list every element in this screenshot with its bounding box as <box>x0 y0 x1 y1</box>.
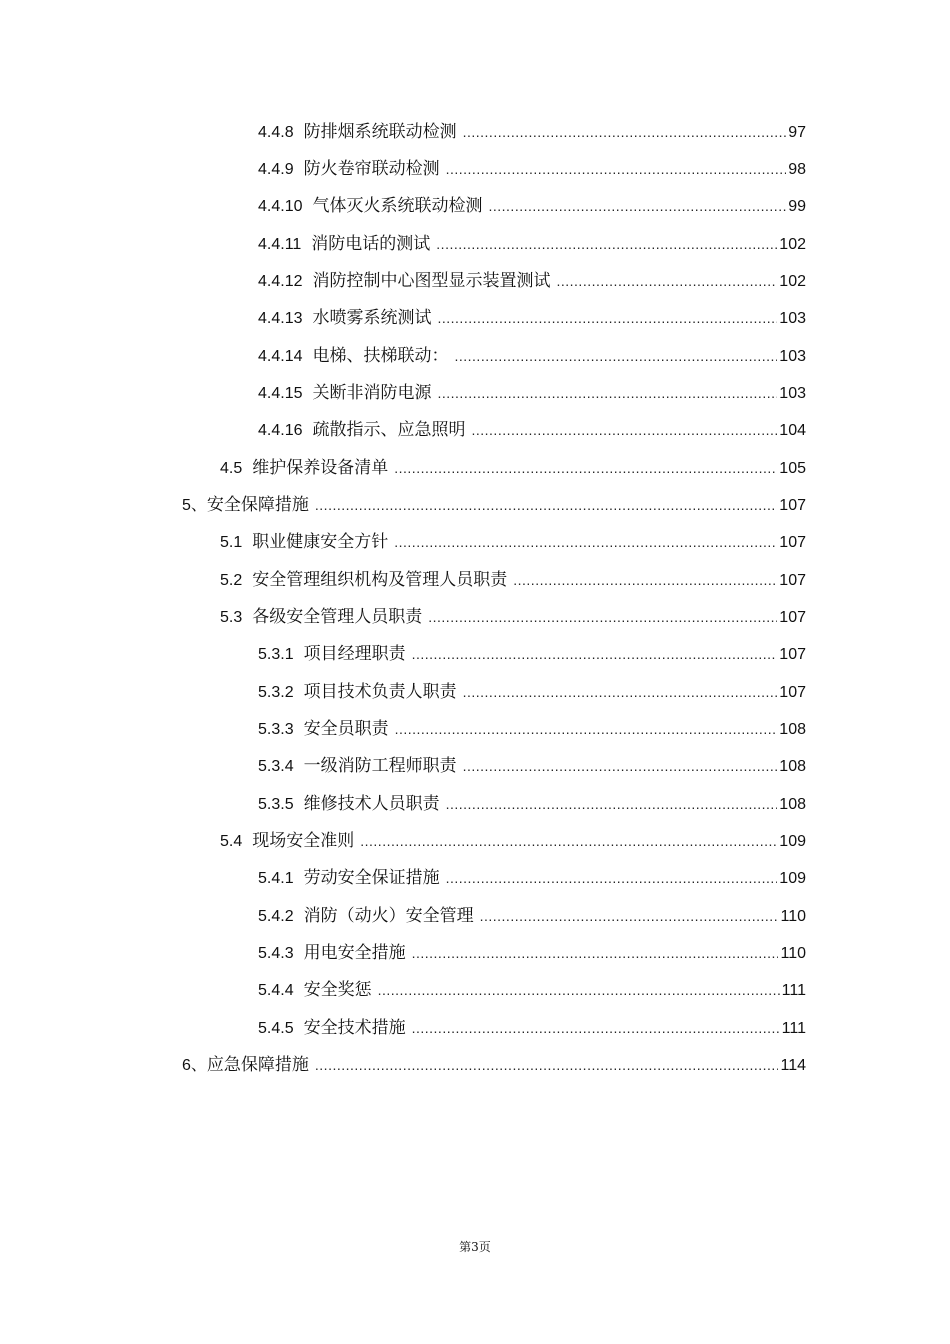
toc-page-number: 102 <box>779 273 806 290</box>
toc-entry[interactable] <box>258 1015 806 1041</box>
toc-entry[interactable] <box>220 567 806 593</box>
dot-leader <box>446 156 787 182</box>
toc-page-number: 105 <box>779 460 806 477</box>
toc-entry[interactable] <box>258 753 806 779</box>
dot-leader <box>378 977 780 1003</box>
toc-entry[interactable] <box>258 119 806 145</box>
toc-title: 水喷雾系统测试 <box>312 308 432 328</box>
dot-leader <box>556 268 777 294</box>
toc-entry[interactable] <box>258 231 806 257</box>
toc-number: 5.4.4 <box>258 982 294 999</box>
dot-leader <box>412 940 779 966</box>
toc-number: 5.3.2 <box>258 684 294 701</box>
footer-page-number: 第3页 <box>459 1240 491 1254</box>
toc-number: 4.5 <box>220 460 243 477</box>
toc-title: 气体灭火系统联动检测 <box>312 196 483 216</box>
toc-page-number: 108 <box>779 758 806 775</box>
dot-leader <box>412 1015 780 1041</box>
dot-leader <box>488 193 786 219</box>
toc-title: 消防控制中心图型显示装置测试 <box>312 271 551 291</box>
toc-number: 5.1 <box>220 534 243 551</box>
toc-number: 4.4.11 <box>258 236 302 253</box>
dot-leader <box>446 791 778 817</box>
toc-page-number: 111 <box>781 982 806 999</box>
toc-title: 现场安全准则 <box>252 831 355 851</box>
toc-page-number: 103 <box>779 310 806 327</box>
toc-entry[interactable] <box>258 903 806 929</box>
toc-number: 4.4.14 <box>258 348 303 365</box>
toc-title: 安全管理组织机构及管理人员职责 <box>252 570 508 590</box>
toc-entry[interactable] <box>258 193 806 219</box>
toc-title: 各级安全管理人员职责 <box>252 607 423 627</box>
toc-title: 关断非消防电源 <box>312 383 432 403</box>
toc-entry[interactable] <box>258 977 806 1003</box>
toc-number: 5.3.4 <box>258 758 294 775</box>
toc-entry[interactable] <box>182 1052 806 1078</box>
toc-number: 5.3.5 <box>258 796 294 813</box>
toc-page-number: 107 <box>779 684 806 701</box>
dot-leader <box>463 753 778 779</box>
toc-number: 5.4 <box>220 833 243 850</box>
toc-entry[interactable] <box>258 716 806 742</box>
toc-page-number: 107 <box>779 497 806 514</box>
toc-title: 防排烟系统联动检测 <box>303 122 457 142</box>
toc-page-number: 99 <box>788 198 806 215</box>
toc-entry[interactable] <box>258 679 806 705</box>
toc-entry[interactable] <box>258 865 806 891</box>
toc-number: 5.4.2 <box>258 908 294 925</box>
dot-leader <box>360 828 777 854</box>
toc-title: 项目技术负责人职责 <box>303 682 457 702</box>
toc-entry[interactable] <box>258 417 806 443</box>
toc-title: 劳动安全保证措施 <box>303 868 440 888</box>
dot-leader <box>315 492 777 518</box>
dot-leader <box>436 231 777 257</box>
toc-title: 电梯、扶梯联动： <box>312 346 449 366</box>
toc-page-number: 110 <box>780 908 806 925</box>
toc-number: 5.3.3 <box>258 721 294 738</box>
dot-leader <box>428 604 777 630</box>
dot-leader <box>513 567 777 593</box>
toc-title: 安全奖惩 <box>303 980 372 1000</box>
toc-number: 5.3 <box>220 609 243 626</box>
dot-leader <box>315 1052 779 1078</box>
toc-page-number: 107 <box>779 534 806 551</box>
toc-title: 疏散指示、应急照明 <box>312 420 466 440</box>
dot-leader <box>471 417 777 443</box>
toc-number: 5.4.1 <box>258 870 294 887</box>
toc-number: 4.4.16 <box>258 422 303 439</box>
toc-title: 防火卷帘联动检测 <box>303 159 440 179</box>
toc-number: 5.4.3 <box>258 945 294 962</box>
dot-leader <box>480 903 779 929</box>
toc-title: 安全保障措施 <box>206 495 309 515</box>
toc-title: 项目经理职责 <box>303 644 406 664</box>
toc-page-number: 97 <box>788 124 806 141</box>
toc-title: 维修技术人员职责 <box>303 794 440 814</box>
dot-leader <box>394 529 777 555</box>
toc-entry[interactable] <box>258 791 806 817</box>
toc-number: 4.4.12 <box>258 273 303 290</box>
toc-entry[interactable] <box>220 604 806 630</box>
toc-entry[interactable] <box>258 268 806 294</box>
dot-leader <box>463 119 787 145</box>
toc-number: 5.2 <box>220 572 243 589</box>
toc-number: 4.4.8 <box>258 124 294 141</box>
toc-number: 4.4.9 <box>258 161 294 178</box>
toc-page-number: 108 <box>779 721 806 738</box>
dot-leader <box>454 343 777 369</box>
page-footer <box>0 1238 950 1255</box>
toc-page-number: 102 <box>779 236 806 253</box>
toc-entry[interactable] <box>258 641 806 667</box>
toc-entry[interactable] <box>220 455 806 481</box>
toc-entry[interactable] <box>258 380 806 406</box>
toc-page-number: 114 <box>780 1057 806 1074</box>
toc-entry[interactable] <box>258 156 806 182</box>
toc-number: 5、 <box>182 497 207 514</box>
toc-number: 4.4.15 <box>258 385 303 402</box>
toc-number: 5.3.1 <box>258 646 294 663</box>
toc-page-number: 98 <box>788 161 806 178</box>
dot-leader <box>412 641 778 667</box>
toc-title: 职业健康安全方针 <box>252 532 389 552</box>
toc-title: 应急保障措施 <box>206 1055 309 1075</box>
toc-number: 5.4.5 <box>258 1020 294 1037</box>
toc-page-number: 103 <box>779 385 806 402</box>
dot-leader <box>394 455 777 481</box>
toc-page-number: 104 <box>779 422 806 439</box>
toc-title: 用电安全措施 <box>303 943 406 963</box>
toc-entry[interactable] <box>258 940 806 966</box>
toc-number: 4.4.10 <box>258 198 303 215</box>
toc-title: 消防（动火）安全管理 <box>303 906 474 926</box>
toc-title: 安全员职责 <box>303 719 389 739</box>
dot-leader <box>395 716 778 742</box>
toc-page-number: 110 <box>780 945 806 962</box>
toc-entry[interactable] <box>258 343 806 369</box>
dot-leader <box>437 305 777 331</box>
toc-page-number: 107 <box>779 572 806 589</box>
toc-entry[interactable] <box>220 828 806 854</box>
toc-title: 消防电话的测试 <box>311 234 431 254</box>
toc-entry[interactable] <box>220 529 806 555</box>
dot-leader <box>437 380 777 406</box>
dot-leader <box>463 679 778 705</box>
toc-title: 维护保养设备清单 <box>252 458 389 478</box>
toc-title: 安全技术措施 <box>303 1018 406 1038</box>
toc-page-number: 103 <box>779 348 806 365</box>
toc-page-number: 108 <box>779 796 806 813</box>
toc-page-number: 109 <box>779 833 806 850</box>
toc-number: 4.4.13 <box>258 310 303 327</box>
toc-page-number: 107 <box>779 646 806 663</box>
toc-number: 6、 <box>182 1057 207 1074</box>
toc-page-number: 107 <box>779 609 806 626</box>
toc-entry[interactable] <box>258 305 806 331</box>
toc-page-number: 109 <box>779 870 806 887</box>
dot-leader <box>446 865 778 891</box>
toc-page-number: 111 <box>781 1020 806 1037</box>
toc-entry[interactable] <box>182 492 806 518</box>
toc-title: 一级消防工程师职责 <box>303 756 457 776</box>
